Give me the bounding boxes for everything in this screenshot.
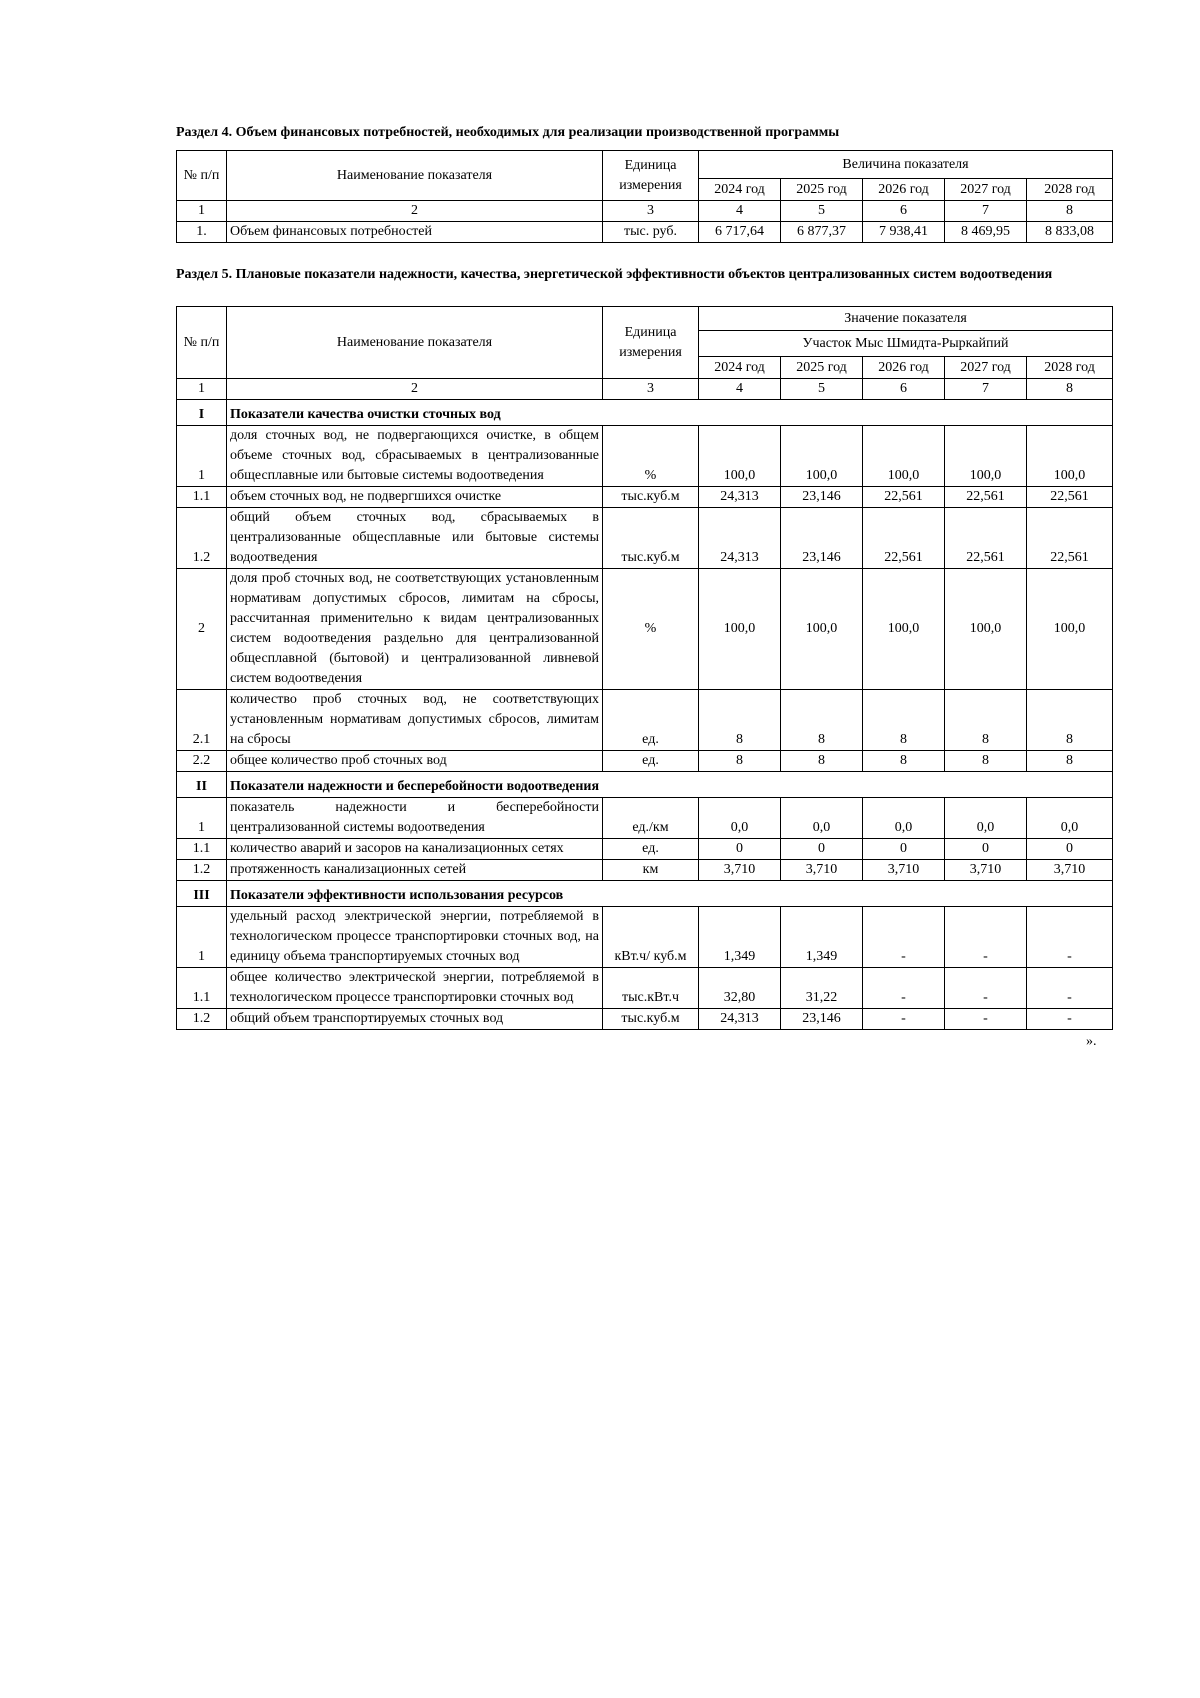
row-name: общее количество электрической энергии, потребляемой в технологическом процессе транспортировки сточных вод — [227, 968, 603, 1009]
section5-title: Раздел 5. Плановые показатели надежности, качества, энергетической эффективности объектов централизованных систем водоотведения — [176, 267, 1053, 282]
header-value: Значение показателя — [699, 307, 1113, 331]
row-value: 22,561 — [1027, 487, 1113, 508]
row-num: 1.2 — [177, 508, 227, 569]
table-row — [177, 1009, 1113, 1030]
header-num: № п/п — [177, 151, 227, 201]
group-title: Показатели надежности и бесперебойности водоотведения — [227, 772, 1113, 798]
row-num: 2 — [177, 569, 227, 690]
table-row — [177, 907, 1113, 968]
row-name: протяженность канализационных сетей — [227, 860, 603, 881]
row-value: 6 877,37 — [781, 222, 863, 243]
header-year: 2025 год — [781, 179, 863, 201]
table-row — [177, 860, 1113, 881]
row-unit: тыс.куб.м — [603, 508, 699, 569]
row-value: 0 — [945, 839, 1027, 860]
row-unit: км — [603, 860, 699, 881]
header-value: Величина показателя — [699, 151, 1113, 179]
row-value: 8 — [1027, 690, 1113, 751]
row-value: 22,561 — [863, 487, 945, 508]
row-value: 8 — [1027, 751, 1113, 772]
row-value: 1,349 — [781, 907, 863, 968]
table-row — [177, 968, 1113, 1009]
row-unit: % — [603, 426, 699, 487]
section5-table — [176, 306, 1113, 1030]
table-row — [177, 569, 1113, 690]
row-value: 0,0 — [945, 798, 1027, 839]
closing-quote-mark: ». — [1086, 1034, 1097, 1049]
row-num: 2.1 — [177, 690, 227, 751]
column-number: 3 — [603, 201, 699, 222]
table-row — [177, 839, 1113, 860]
row-unit: % — [603, 569, 699, 690]
row-value: 8 — [699, 690, 781, 751]
row-value: 100,0 — [781, 426, 863, 487]
header-unit: Единица измерения — [603, 151, 699, 201]
header-name: Наименование показателя — [227, 151, 603, 201]
row-value: 22,561 — [863, 508, 945, 569]
row-name: общий объем транспортируемых сточных вод — [227, 1009, 603, 1030]
row-value: 0 — [1027, 839, 1113, 860]
row-value: 100,0 — [945, 426, 1027, 487]
row-value: 31,22 — [781, 968, 863, 1009]
row-value: 22,561 — [1027, 508, 1113, 569]
column-number: 7 — [945, 379, 1027, 400]
row-value: 24,313 — [699, 487, 781, 508]
row-value: 100,0 — [863, 569, 945, 690]
row-name: доля проб сточных вод, не соответствующих установленным нормативам допустимых сбросов, лимитам на сбросы, рассчитанная применительно к видам централизованных систем водоотведения раздельно для централизованной общесплавной (бытовой) и централизованной ливневой систем водоотведения — [227, 569, 603, 690]
row-value: 0 — [699, 839, 781, 860]
header-year: 2028 год — [1027, 179, 1113, 201]
row-value: 8 469,95 — [945, 222, 1027, 243]
row-unit: тыс.куб.м — [603, 487, 699, 508]
header-year: 2026 год — [863, 179, 945, 201]
table-row — [177, 508, 1113, 569]
row-value: 8 833,08 — [1027, 222, 1113, 243]
column-number: 2 — [227, 201, 603, 222]
row-value: 1,349 — [699, 907, 781, 968]
row-value: 22,561 — [945, 508, 1027, 569]
section4-table — [176, 150, 1113, 243]
row-value: 100,0 — [863, 426, 945, 487]
row-num: 1.1 — [177, 839, 227, 860]
row-value: 8 — [781, 690, 863, 751]
column-number: 4 — [699, 379, 781, 400]
row-value: 23,146 — [781, 487, 863, 508]
row-name: количество проб сточных вод, не соответствующих установленным нормативам допустимых сбросов, лимитам на сбросы — [227, 690, 603, 751]
group-header-row — [177, 881, 1113, 907]
column-number: 8 — [1027, 379, 1113, 400]
column-number: 1 — [177, 379, 227, 400]
group-title: Показатели качества очистки сточных вод — [227, 400, 1113, 426]
header-num: № п/п — [177, 307, 227, 379]
row-value: 0,0 — [863, 798, 945, 839]
row-num: 1 — [177, 426, 227, 487]
header-name: Наименование показателя — [227, 307, 603, 379]
row-num: 1. — [177, 222, 227, 243]
row-value: 3,710 — [945, 860, 1027, 881]
row-value: 8 — [699, 751, 781, 772]
table-row — [177, 690, 1113, 751]
group-num: I — [177, 400, 227, 426]
row-value: 3,710 — [1027, 860, 1113, 881]
row-unit: ед. — [603, 839, 699, 860]
row-value: 100,0 — [1027, 569, 1113, 690]
row-unit: ед. — [603, 690, 699, 751]
row-num: 1.1 — [177, 968, 227, 1009]
row-value: 0,0 — [699, 798, 781, 839]
row-unit: тыс.куб.м — [603, 1009, 699, 1030]
row-unit: ед. — [603, 751, 699, 772]
row-value: 100,0 — [781, 569, 863, 690]
row-value: - — [1027, 1009, 1113, 1030]
row-value: 100,0 — [945, 569, 1027, 690]
header-site: Участок Мыс Шмидта-Рыркайпий — [699, 331, 1113, 357]
row-num: 1.1 — [177, 487, 227, 508]
row-value: 23,146 — [781, 508, 863, 569]
row-value: 100,0 — [1027, 426, 1113, 487]
group-num: III — [177, 881, 227, 907]
row-value: 0 — [781, 839, 863, 860]
row-value: 0 — [863, 839, 945, 860]
column-number: 8 — [1027, 201, 1113, 222]
row-num: 1.2 — [177, 1009, 227, 1030]
row-name: доля сточных вод, не подвергающихся очистке, в общем объеме сточных вод, сбрасываемых в централизованные общесплавные или бытовые системы водоотведения — [227, 426, 603, 487]
row-value: 3,710 — [781, 860, 863, 881]
row-num: 1.2 — [177, 860, 227, 881]
table-row — [177, 487, 1113, 508]
row-name: удельный расход электрической энергии, потребляемой в технологическом процессе транспортировки сточных вод, на единицу объема транспортируемых сточных вод — [227, 907, 603, 968]
row-value: - — [863, 1009, 945, 1030]
row-value: 32,80 — [699, 968, 781, 1009]
row-name: объем сточных вод, не подвергшихся очистке — [227, 487, 603, 508]
row-value: 3,710 — [863, 860, 945, 881]
row-unit: ед./км — [603, 798, 699, 839]
column-number: 1 — [177, 201, 227, 222]
row-value: - — [1027, 907, 1113, 968]
column-number: 6 — [863, 379, 945, 400]
header-unit: Единица измерения — [603, 307, 699, 379]
row-unit: кВт.ч/ куб.м — [603, 907, 699, 968]
table-row — [177, 798, 1113, 839]
row-num: 2.2 — [177, 751, 227, 772]
row-value: 8 — [945, 751, 1027, 772]
table-row — [177, 222, 1113, 243]
row-num: 1 — [177, 798, 227, 839]
row-value: 8 — [781, 751, 863, 772]
row-value: 3,710 — [699, 860, 781, 881]
row-name: общее количество проб сточных вод — [227, 751, 603, 772]
row-value: - — [863, 907, 945, 968]
group-header-row — [177, 400, 1113, 426]
column-number: 5 — [781, 379, 863, 400]
column-number: 7 — [945, 201, 1027, 222]
row-value: 100,0 — [699, 426, 781, 487]
row-value: 7 938,41 — [863, 222, 945, 243]
row-unit: тыс.кВт.ч — [603, 968, 699, 1009]
group-num: II — [177, 772, 227, 798]
row-value: 0,0 — [1027, 798, 1113, 839]
row-value: 8 — [863, 751, 945, 772]
row-value: 24,313 — [699, 1009, 781, 1030]
column-number: 2 — [227, 379, 603, 400]
header-year: 2027 год — [945, 179, 1027, 201]
row-num: 1 — [177, 907, 227, 968]
column-number: 5 — [781, 201, 863, 222]
header-year: 2028 год — [1027, 357, 1113, 379]
column-number: 6 — [863, 201, 945, 222]
group-title: Показатели эффективности использования ресурсов — [227, 881, 1113, 907]
row-value: 22,561 — [945, 487, 1027, 508]
table-row — [177, 426, 1113, 487]
row-value: - — [945, 907, 1027, 968]
row-name: количество аварий и засоров на канализационных сетях — [227, 839, 603, 860]
group-header-row — [177, 772, 1113, 798]
row-value: 23,146 — [781, 1009, 863, 1030]
row-value: 100,0 — [699, 569, 781, 690]
row-name: показатель надежности и бесперебойности централизованной системы водоотведения — [227, 798, 603, 839]
row-value: - — [945, 968, 1027, 1009]
row-value: 8 — [863, 690, 945, 751]
header-year: 2026 год — [863, 357, 945, 379]
row-value: - — [945, 1009, 1027, 1030]
section4-title: Раздел 4. Объем финансовых потребностей, необходимых для реализации производственной программы — [176, 125, 840, 140]
row-value: 0,0 — [781, 798, 863, 839]
row-value: - — [1027, 968, 1113, 1009]
row-name: общий объем сточных вод, сбрасываемых в централизованные общесплавные или бытовые системы водоотведения — [227, 508, 603, 569]
column-number: 4 — [699, 201, 781, 222]
table-row — [177, 751, 1113, 772]
header-year: 2024 год — [699, 179, 781, 201]
row-value: 6 717,64 — [699, 222, 781, 243]
column-number: 3 — [603, 379, 699, 400]
row-value: - — [863, 968, 945, 1009]
row-name: Объем финансовых потребностей — [227, 222, 603, 243]
header-year: 2025 год — [781, 357, 863, 379]
row-value: 24,313 — [699, 508, 781, 569]
row-unit: тыс. руб. — [603, 222, 699, 243]
row-value: 8 — [945, 690, 1027, 751]
header-year: 2024 год — [699, 357, 781, 379]
header-year: 2027 год — [945, 357, 1027, 379]
